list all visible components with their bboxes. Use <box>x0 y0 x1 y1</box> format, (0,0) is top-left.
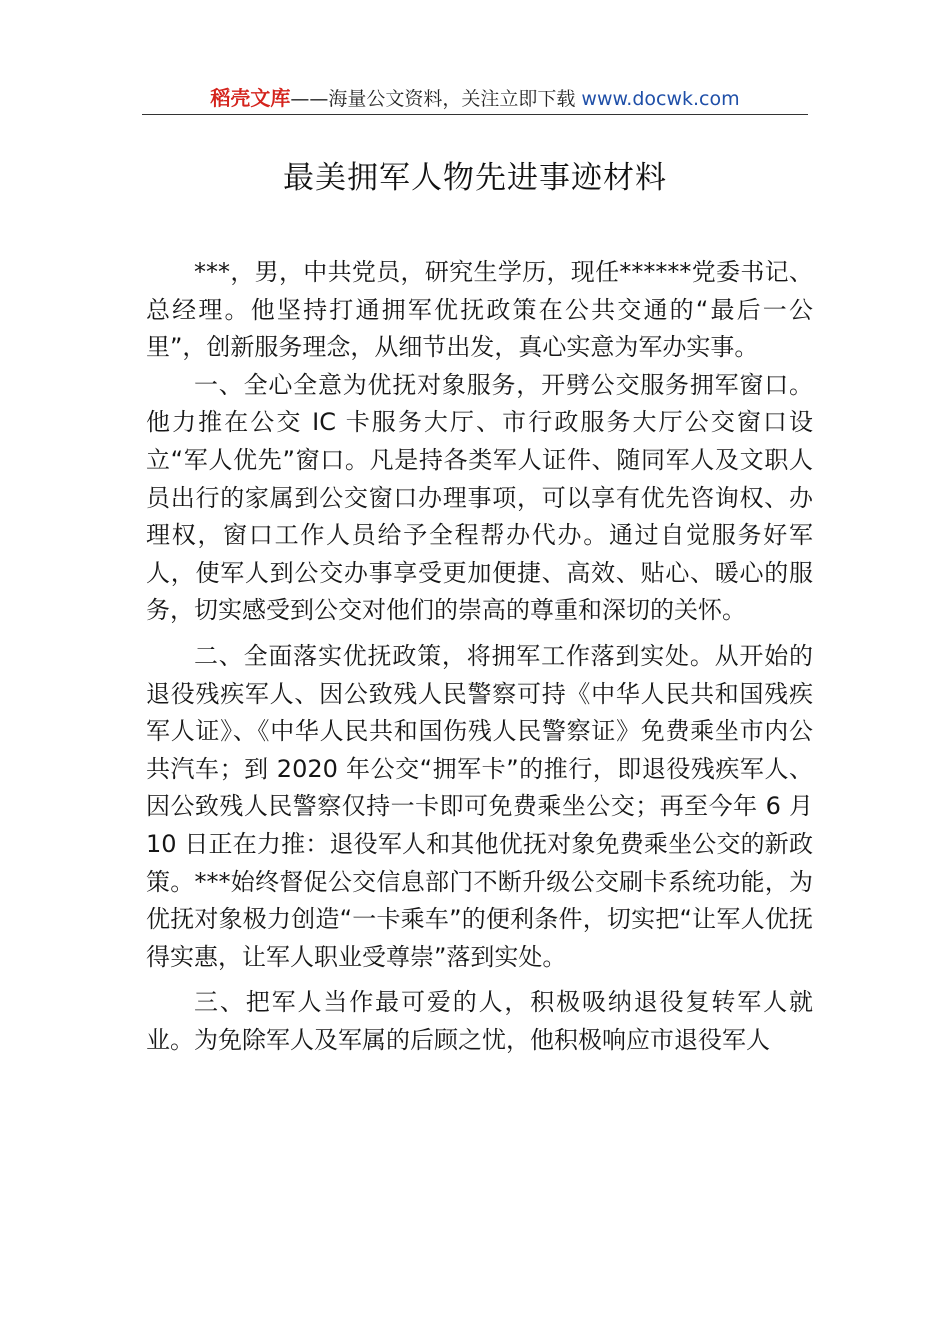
body-paragraph-4: 三、把军人当作最可爱的人，积极吸纳退役复转军人就业。为免除军人及军属的后顾之忧，他积极响应市退役军人 <box>146 988 813 1054</box>
body-paragraph-2: 一、全心全意为优抚对象服务，开劈公交服务拥军窗口。他力推在公交 IC 卡服务大厅、市行政服务大厅公交窗口设立“军人优先”窗口。凡是持各类军人证件、随同军人及文职人员出行的家属到公交窗口办理事项，可以享有优先咨询权、办理权，窗口工作人员给予全程帮办代办。通过自觉服务好军人，使军人到公交办事享受更加便捷、高效、贴心、暖心的服务，切实感受到公交对他们的崇高的尊重和深切的关怀。 <box>146 370 813 625</box>
header-site-link[interactable]: www.docwk.com <box>581 88 740 110</box>
page-header <box>142 84 808 114</box>
header-divider <box>142 114 808 115</box>
document-body <box>146 254 813 1059</box>
header-tagline: ——海量公文资料，关注立即下载 <box>290 88 582 110</box>
document-title: 最美拥军人物先进事迹材料 <box>283 160 667 196</box>
brand-logo-text: 稻壳文库 <box>210 86 291 110</box>
body-paragraph-3: 二、全面落实优抚政策，将拥军工作落到实处。从开始的退役残疾军人、因公致残人民警察可持《中华人民共和国残疾军人证》、《中华人民共和国伤残人民警察证》免费乘坐市内公共汽车；到 2020 年公交“拥军卡”的推行，即退役残疾军人、因公致残人民警察仅持一卡即可免费乘坐公交；再至今年 6 月 10 日正在力推：退役军人和其他优抚对象免费乘坐公交的新政策。***始终督促公交信息部门不断升级公交刷卡系统功能，为优抚对象极力创造“一卡乘车”的便利条件，切实把“让军人优抚得实惠，让军人职业受尊崇”落到实处。 <box>146 641 813 971</box>
body-paragraph-1: ***，男，中共党员，研究生学历，现任******党委书记、总经理。他坚持打通拥军优抚政策在公共交通的“最后一公里”，创新服务理念，从细节出发，真心实意为军办实事。 <box>146 258 813 362</box>
